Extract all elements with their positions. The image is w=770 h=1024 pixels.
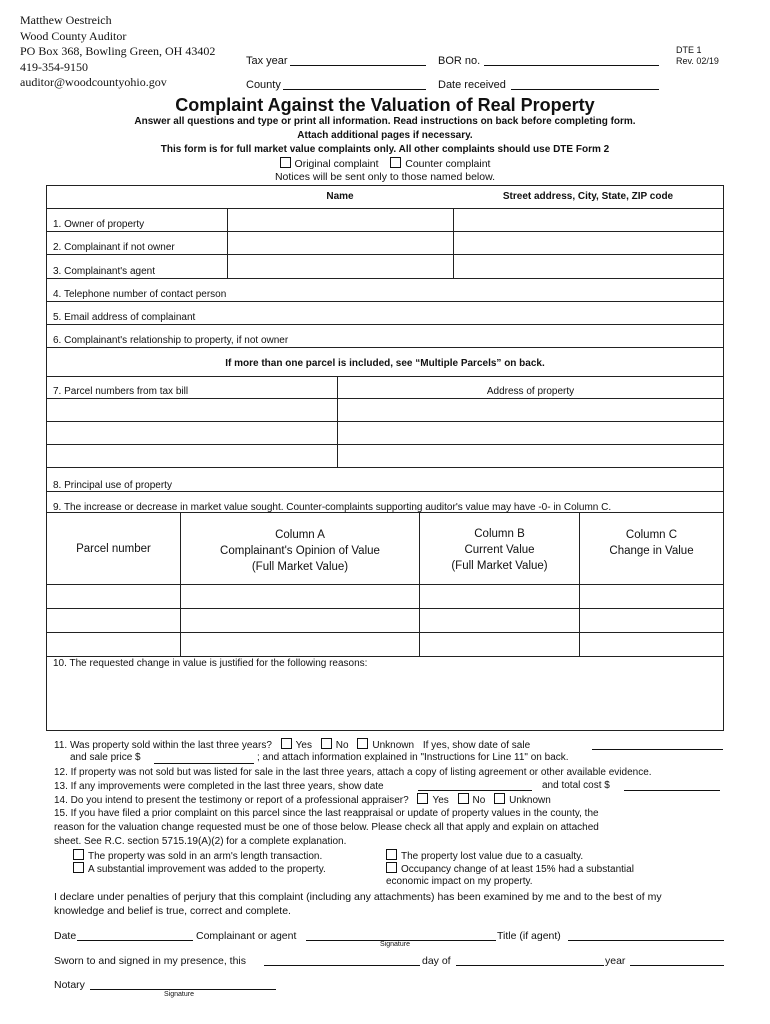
date-received-label: Date received [438, 79, 506, 91]
row7-label: 7. Parcel numbers from tax bill [53, 386, 189, 397]
value-row-2-col-a[interactable] [180, 608, 420, 633]
col-c-title: Column C [625, 529, 678, 541]
row4-label: 4. Telephone number of contact person [53, 289, 227, 300]
parcel-number-header: Parcel number [76, 543, 151, 555]
agent-address-field[interactable] [453, 254, 724, 279]
owner-address-field[interactable] [453, 208, 724, 232]
day-of-label: day of [422, 955, 451, 967]
improvement-date-field[interactable] [418, 790, 532, 791]
title-field[interactable] [568, 940, 724, 941]
auditor-name: Matthew Oestreich [20, 13, 112, 27]
q15-text-2: reason for the valuation change requested must be one of those below. Please check all that apply and explain on attached [54, 822, 599, 833]
sworn-month-field[interactable] [456, 965, 604, 966]
parcel-address-field-1[interactable] [337, 398, 724, 422]
value-row-1-col-c[interactable] [579, 584, 724, 609]
q15-text-3: sheet. See R.C. section 5715.19(A)(2) for a complete explanation. [54, 836, 347, 847]
tax-year-label: Tax year [246, 55, 288, 67]
tax-year-field[interactable] [290, 65, 426, 66]
complainant-name-field[interactable] [227, 231, 454, 255]
col-a-note: (Full Market Value) [251, 561, 349, 573]
complaint-type [0, 157, 770, 170]
sworn-label: Sworn to and signed in my presence, this [54, 955, 247, 967]
q13-cost-label: and total cost $ [542, 780, 610, 791]
row6-label: 6. Complainant's relationship to property, if not owner [53, 335, 289, 346]
opt4-checkbox[interactable] [386, 862, 397, 873]
q11-unknown-checkbox[interactable] [357, 738, 368, 749]
row7-address-label: Address of property [486, 386, 575, 397]
improvement-cost-field[interactable] [624, 790, 720, 791]
value-row-2-col-c[interactable] [579, 608, 724, 633]
col-b-title: Column B [474, 528, 525, 540]
parcel-number-field-3[interactable] [46, 444, 338, 468]
col-b-subtitle: Current Value [464, 544, 535, 556]
instruction-1: Answer all questions and type or print all information. Read instructions on back before completing form. [134, 116, 636, 127]
parcel-number-field-1[interactable] [46, 398, 338, 422]
q14-yes-checkbox[interactable] [417, 793, 428, 804]
q12-text: 12. If property was not sold but was listed for sale in the last three years, attach a copy of listing agreement or other available evidence. [54, 767, 652, 778]
col-b-note: (Full Market Value) [451, 560, 548, 572]
col-a-title: Column A [275, 529, 325, 541]
value-row-3-col-b[interactable] [419, 632, 580, 657]
value-row-1-parcel[interactable] [46, 584, 181, 609]
row9-label: 9. The increase or decrease in market value sought. Counter-complaints supporting auditor's value may have -0- in Column C. [53, 502, 612, 513]
counter-complaint-label: Counter complaint [405, 158, 491, 170]
q11-unknown-label: Unknown [372, 740, 415, 751]
q13-text: 13. If any improvements were completed in the last three years, show date [54, 781, 384, 792]
q11-text: 11. Was property sold within the last three years? [54, 740, 272, 751]
opt2-line [73, 862, 326, 875]
q11-line [54, 738, 530, 753]
agent-name-field[interactable] [227, 254, 454, 279]
col-a-header [180, 527, 420, 575]
complainant-sig-label: Complainant or agent [196, 930, 297, 942]
date-received-field[interactable] [511, 89, 659, 90]
row8-label: 8. Principal use of property [53, 480, 172, 491]
form-id: DTE 1 [676, 45, 702, 55]
bor-no-label: BOR no. [438, 55, 481, 67]
instruction-3: This form is for full market value complaints only. All other complaints should use DTE Form 2 [160, 144, 610, 155]
declaration-2: knowledge and belief is true, correct and complete. [54, 905, 291, 917]
signature-caption-2: Signature [164, 991, 194, 998]
sale-date-field[interactable] [592, 749, 723, 750]
opt4-label: Occupancy change of at least 15% had a substantial [401, 864, 634, 875]
original-complaint-checkbox[interactable] [280, 157, 291, 168]
col-b-header [419, 526, 580, 574]
value-row-1-col-a[interactable] [180, 584, 420, 609]
date-label: Date [54, 930, 77, 942]
row3-label: 3. Complainant's agent [53, 266, 155, 277]
signature-caption-1: Signature [380, 941, 410, 948]
col-c-header [579, 527, 724, 559]
value-row-3-parcel[interactable] [46, 632, 181, 657]
auditor-email: auditor@woodcountyohio.gov [20, 75, 167, 89]
parcel-number-field-2[interactable] [46, 421, 338, 445]
county-field[interactable] [283, 89, 426, 90]
q15-text-1: 15. If you have filed a prior complaint on this parcel since the last reappraisal or update of property values in the county, the [54, 808, 599, 819]
value-row-3-col-c[interactable] [579, 632, 724, 657]
row2-label: 2. Complainant if not owner [53, 242, 175, 253]
value-row-1-col-b[interactable] [419, 584, 580, 609]
q11-yes-label: Yes [295, 740, 312, 751]
opt4-label-cont: economic impact on my property. [386, 876, 533, 887]
q14-yes-label: Yes [432, 795, 449, 806]
opt2-label: A substantial improvement was added to the property. [88, 864, 326, 875]
name-header: Name [326, 191, 354, 202]
multi-parcel-note: If more than one parcel is included, see “Multiple Parcels” on back. [225, 358, 545, 369]
q14-line [54, 793, 551, 808]
auditor-phone: 419-354-9150 [20, 59, 88, 74]
opt1-line [73, 849, 322, 862]
q11-sale-date-label: If yes, show date of sale [422, 740, 531, 751]
parcel-address-field-3[interactable] [337, 444, 724, 468]
original-complaint-label: Original complaint [294, 158, 379, 170]
opt3-line [386, 849, 583, 862]
sale-price-field[interactable] [154, 763, 254, 764]
row1-label: 1. Owner of property [53, 219, 145, 230]
col-c-subtitle: Change in Value [609, 545, 694, 557]
q14-no-label: No [472, 795, 486, 806]
parcel-address-field-2[interactable] [337, 421, 724, 445]
year-label: year [605, 955, 626, 967]
q14-no-checkbox[interactable] [458, 793, 469, 804]
opt3-checkbox[interactable] [386, 849, 397, 860]
value-row-2-col-b[interactable] [419, 608, 580, 633]
notice-text: Notices will be sent only to those named below. [274, 171, 496, 183]
opt1-checkbox[interactable] [73, 849, 84, 860]
title-label: Title (if agent) [497, 930, 561, 942]
counter-complaint-checkbox[interactable] [390, 157, 401, 168]
opt1-label: The property was sold in an arm's length transaction. [88, 851, 323, 862]
q11-attach-text: ; and attach information explained in "Instructions for Line 11" on back. [257, 752, 569, 763]
form-rev: Rev. 02/19 [676, 56, 719, 66]
row10-label: 10. The requested change in value is justified for the following reasons: [53, 658, 368, 669]
opt4-line [386, 862, 634, 875]
auditor-block [20, 13, 215, 91]
complainant-address-field[interactable] [453, 231, 724, 255]
col-a-subtitle: Complainant's Opinion of Value [220, 545, 380, 557]
instruction-2: Attach additional pages if necessary. [297, 130, 473, 141]
address-header: Street address, City, State, ZIP code [502, 191, 674, 202]
auditor-address: PO Box 368, Bowling Green, OH 43402 [20, 44, 216, 58]
opt2-checkbox[interactable] [73, 862, 84, 873]
q11-no-label: No [335, 740, 349, 751]
notary-label: Notary [54, 979, 85, 991]
q14-unknown-checkbox[interactable] [494, 793, 505, 804]
sworn-day-field[interactable] [264, 965, 420, 966]
auditor-office: Wood County Auditor [20, 28, 127, 43]
q11-yes-checkbox[interactable] [281, 738, 292, 749]
page-title: Complaint Against the Valuation of Real Property [175, 95, 595, 115]
row5-label: 5. Email address of complainant [53, 312, 196, 323]
date-field[interactable] [77, 940, 193, 941]
notary-signature-field[interactable] [90, 989, 276, 990]
q11-no-checkbox[interactable] [321, 738, 332, 749]
q11-sale-price-label: and sale price $ [70, 752, 141, 763]
value-row-3-col-a[interactable] [180, 632, 420, 657]
q14-text: 14. Do you intend to present the testimony or report of a professional appraiser? [54, 795, 409, 806]
sworn-year-field[interactable] [630, 965, 724, 966]
bor-no-field[interactable] [484, 65, 659, 66]
value-row-2-parcel[interactable] [46, 608, 181, 633]
q14-unknown-label: Unknown [509, 795, 551, 806]
declaration-1: I declare under penalties of perjury that this complaint (including any attachments) has been examined by me and to the best of my [54, 891, 662, 903]
county-label: County [246, 79, 281, 91]
owner-name-field[interactable] [227, 208, 454, 232]
opt3-label: The property lost value due to a casualty. [401, 851, 584, 862]
